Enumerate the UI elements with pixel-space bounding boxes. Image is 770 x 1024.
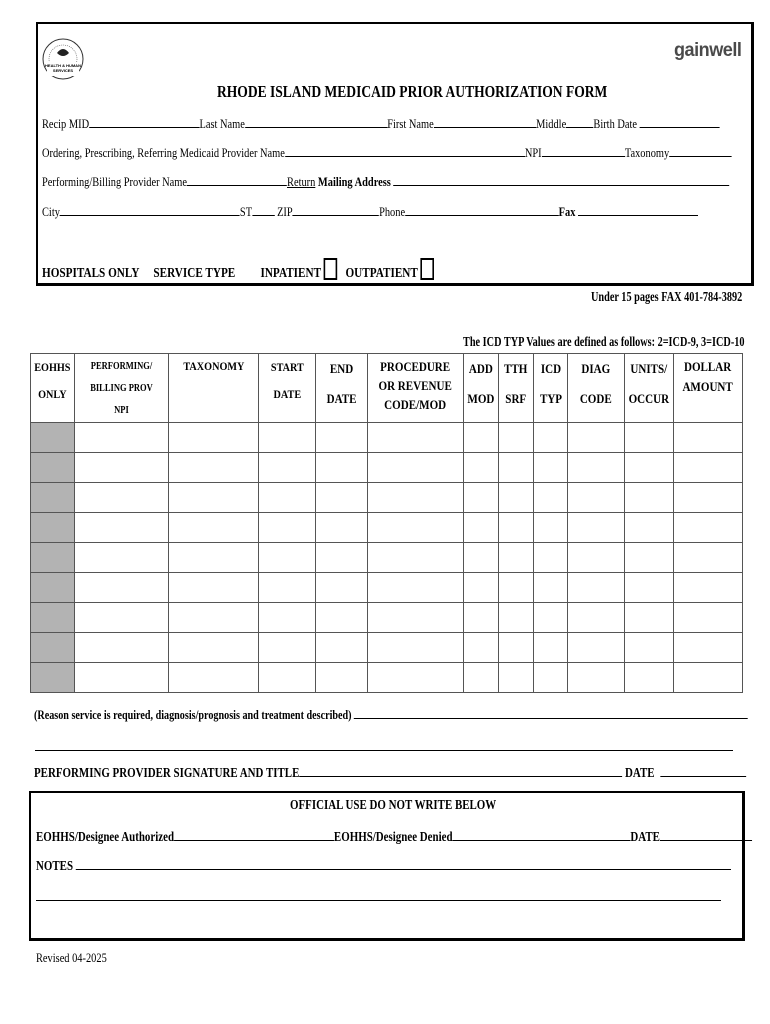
table-cell[interactable] (534, 423, 568, 453)
taxonomy-field[interactable] (669, 144, 731, 157)
st-field[interactable] (252, 203, 274, 216)
birth-date-field[interactable] (640, 115, 720, 128)
table-cell[interactable] (75, 483, 169, 513)
table-cell[interactable] (568, 603, 625, 633)
recip-mid-label: Recip MID (42, 116, 90, 131)
zip-field[interactable] (293, 203, 379, 216)
table-cell[interactable] (674, 633, 743, 663)
ordering-provider-label: Ordering, Prescribing, Referring Medicaid Provider Name (42, 145, 285, 160)
table-cell[interactable] (568, 453, 625, 483)
table-cell[interactable] (169, 603, 259, 633)
table-cell[interactable] (259, 573, 316, 603)
reason-field-line-2[interactable] (35, 750, 733, 751)
revision-date: Revised 04-2025 (36, 950, 107, 965)
table-cell[interactable] (499, 633, 534, 663)
table-cell[interactable] (464, 483, 499, 513)
table-cell[interactable] (259, 483, 316, 513)
eohhs-only-cell (31, 453, 75, 483)
table-cell[interactable] (674, 423, 743, 453)
table-cell[interactable] (568, 513, 625, 543)
table-cell[interactable] (259, 513, 316, 543)
table-cell[interactable] (316, 573, 368, 603)
table-cell[interactable] (169, 483, 259, 513)
table-cell[interactable] (368, 543, 464, 573)
table-cell[interactable] (499, 423, 534, 453)
mailing-address-label: Mailing Address (317, 174, 391, 189)
table-cell[interactable] (169, 663, 259, 693)
last-name-label: Last Name (199, 116, 245, 131)
st-label: ST (239, 204, 253, 219)
first-name-label: First Name (387, 116, 434, 131)
col-icd-typ: ICD TYP (534, 354, 568, 423)
col-eohhs-only: EOHHS ONLY (31, 354, 75, 423)
table-cell[interactable] (368, 513, 464, 543)
notes-field-line-2[interactable] (36, 900, 721, 901)
table-cell[interactable] (499, 513, 534, 543)
official-date-field[interactable] (660, 828, 752, 841)
denied-label: EOHHS/Designee Denied (333, 830, 453, 845)
official-decision-row (36, 828, 752, 846)
service-line-table (30, 353, 743, 693)
fax-label: Fax (558, 204, 576, 219)
table-row (31, 603, 743, 633)
gainwell-logo: gainwell (674, 40, 742, 61)
table-header-row (31, 354, 743, 423)
table-cell[interactable] (368, 483, 464, 513)
eohhs-only-cell (31, 663, 75, 693)
table-cell[interactable] (75, 633, 169, 663)
table-cell[interactable] (499, 543, 534, 573)
table-cell[interactable] (259, 543, 316, 573)
eohhs-only-cell (31, 573, 75, 603)
table-row (31, 543, 743, 573)
table-cell[interactable] (464, 603, 499, 633)
table-cell[interactable] (169, 633, 259, 663)
col-start-date: START DATE (259, 354, 316, 423)
svg-text:SERVICES: SERVICES (52, 68, 74, 73)
denied-field[interactable] (453, 828, 631, 841)
eohhs-only-cell (31, 603, 75, 633)
table-cell[interactable] (75, 573, 169, 603)
col-taxonomy: TAXONOMY (169, 354, 259, 423)
table-cell[interactable] (259, 453, 316, 483)
inpatient-checkbox[interactable] (323, 258, 337, 280)
taxonomy-label: Taxonomy (624, 145, 670, 160)
table-cell[interactable] (75, 453, 169, 483)
service-type-label: SERVICE TYPE (153, 266, 236, 281)
table-row (31, 453, 743, 483)
col-diag-code: DIAG CODE (568, 354, 625, 423)
table-cell[interactable] (75, 603, 169, 633)
table-cell[interactable] (674, 603, 743, 633)
table-cell[interactable] (75, 513, 169, 543)
table-cell[interactable] (75, 543, 169, 573)
table-cell[interactable] (674, 543, 743, 573)
table-cell[interactable] (169, 543, 259, 573)
outpatient-label: OUTPATIENT (345, 266, 418, 281)
eohhs-only-cell (31, 513, 75, 543)
recip-mid-field[interactable] (89, 115, 199, 128)
hospital-row (42, 258, 434, 282)
reason-label: (Reason service is required, diagnosis/prognosis and treatment described) (34, 707, 352, 722)
fax-field[interactable] (578, 203, 698, 216)
table-cell[interactable] (169, 573, 259, 603)
table-cell[interactable] (625, 483, 674, 513)
eohhs-only-cell (31, 543, 75, 573)
signature-date-label: DATE (625, 766, 655, 781)
col-procedure: PROCEDURE OR REVENUE CODE/MOD (368, 354, 464, 423)
authorized-label: EOHHS/Designee Authorized (36, 830, 175, 845)
ordering-provider-field[interactable] (285, 144, 525, 157)
table-cell[interactable] (464, 513, 499, 543)
first-name-field[interactable] (434, 115, 536, 128)
table-cell[interactable] (625, 663, 674, 693)
table-cell[interactable] (259, 423, 316, 453)
table-row (31, 483, 743, 513)
table-cell[interactable] (625, 633, 674, 663)
reason-field[interactable] (354, 706, 748, 719)
ordering-row (42, 144, 732, 161)
table-cell[interactable] (316, 543, 368, 573)
phone-field[interactable] (405, 203, 559, 216)
icd-note: The ICD TYP Values are defined as follows: 2=ICD-9, 3=ICD-10 (463, 334, 745, 349)
table-cell[interactable] (259, 603, 316, 633)
table-cell[interactable] (625, 423, 674, 453)
table-cell[interactable] (316, 603, 368, 633)
npi-label: NPI (524, 145, 542, 160)
table-cell[interactable] (499, 573, 534, 603)
table-cell[interactable] (534, 513, 568, 543)
table-cell[interactable] (534, 543, 568, 573)
zip-label: ZIP (277, 204, 293, 219)
table-cell[interactable] (368, 453, 464, 483)
table-cell[interactable] (368, 573, 464, 603)
col-units-occur: UNITS/ OCCUR (625, 354, 674, 423)
table-cell[interactable] (464, 423, 499, 453)
table-cell[interactable] (674, 573, 743, 603)
table-cell[interactable] (674, 663, 743, 693)
table-row (31, 513, 743, 543)
table-cell[interactable] (534, 483, 568, 513)
table-cell[interactable] (464, 633, 499, 663)
table-cell[interactable] (625, 603, 674, 633)
city-field[interactable] (60, 203, 240, 216)
table-cell[interactable] (499, 603, 534, 633)
table-cell[interactable] (464, 663, 499, 693)
phone-label: Phone (379, 204, 406, 219)
table-cell[interactable] (169, 423, 259, 453)
signature-field[interactable] (299, 764, 622, 777)
official-use-title: OFFICIAL USE DO NOT WRITE BELOW (290, 798, 497, 813)
table-cell[interactable] (316, 513, 368, 543)
table-cell[interactable] (75, 663, 169, 693)
table-cell[interactable] (534, 663, 568, 693)
table-row (31, 663, 743, 693)
authorized-field[interactable] (174, 828, 334, 841)
table-cell[interactable] (568, 663, 625, 693)
table-cell[interactable] (259, 663, 316, 693)
recipient-row (42, 115, 720, 132)
signature-date-field[interactable] (660, 764, 746, 777)
table-cell[interactable] (625, 543, 674, 573)
table-cell[interactable] (674, 483, 743, 513)
middle-label: Middle (536, 116, 567, 131)
return-label: Return (287, 174, 316, 189)
signature-label: PERFORMING PROVIDER SIGNATURE AND TITLE (34, 766, 300, 781)
performing-row (42, 173, 729, 190)
table-cell[interactable] (625, 573, 674, 603)
table-cell[interactable] (316, 633, 368, 663)
table-row (31, 573, 743, 603)
table-cell[interactable] (625, 453, 674, 483)
inpatient-label: INPATIENT (260, 266, 322, 281)
notes-label: NOTES (36, 859, 74, 874)
table-cell[interactable] (499, 483, 534, 513)
hhs-seal-logo (41, 31, 85, 91)
table-row (31, 423, 743, 453)
table-cell[interactable] (499, 453, 534, 483)
table-cell[interactable] (316, 453, 368, 483)
hospitals-only-label: HOSPITALS ONLY (42, 266, 140, 281)
reason-row (34, 706, 748, 723)
svg-text:HEALTH & HUMAN: HEALTH & HUMAN (45, 63, 81, 68)
table-cell[interactable] (568, 573, 625, 603)
table-cell[interactable] (368, 423, 464, 453)
table-cell[interactable] (674, 453, 743, 483)
table-cell[interactable] (568, 423, 625, 453)
table-cell[interactable] (534, 633, 568, 663)
table-cell[interactable] (674, 513, 743, 543)
table-cell[interactable] (625, 513, 674, 543)
outpatient-checkbox[interactable] (420, 258, 434, 280)
table-cell[interactable] (368, 603, 464, 633)
col-end-date: END DATE (316, 354, 368, 423)
official-date-label: DATE (630, 830, 660, 845)
eohhs-only-cell (31, 423, 75, 453)
table-cell[interactable] (534, 453, 568, 483)
table-cell[interactable] (316, 423, 368, 453)
signature-row (34, 764, 746, 782)
table-cell[interactable] (534, 603, 568, 633)
col-dollar-amount: DOLLAR AMOUNT (674, 354, 743, 423)
table-cell[interactable] (534, 573, 568, 603)
performing-provider-label: Performing/Billing Provider Name (42, 174, 188, 189)
table-cell[interactable] (169, 453, 259, 483)
table-row (31, 633, 743, 663)
col-tth-srf: TTH SRF (499, 354, 534, 423)
col-add-mod: ADD MOD (464, 354, 499, 423)
city-label: City (42, 204, 60, 219)
table-cell[interactable] (169, 513, 259, 543)
eohhs-only-cell (31, 633, 75, 663)
table-cell[interactable] (464, 453, 499, 483)
table-cell[interactable] (464, 543, 499, 573)
table-cell[interactable] (75, 423, 169, 453)
npi-field[interactable] (542, 144, 625, 157)
table-cell[interactable] (464, 573, 499, 603)
middle-field[interactable] (566, 115, 593, 128)
table-cell[interactable] (568, 483, 625, 513)
table-cell[interactable] (568, 633, 625, 663)
eohhs-only-cell (31, 483, 75, 513)
performing-provider-field[interactable] (187, 173, 287, 186)
table-cell[interactable] (568, 543, 625, 573)
table-cell[interactable] (499, 663, 534, 693)
last-name-field[interactable] (245, 115, 387, 128)
table-cell[interactable] (259, 633, 316, 663)
form-title: RHODE ISLAND MEDICAID PRIOR AUTHORIZATION FORM (217, 82, 608, 101)
address-row (42, 203, 698, 220)
notes-row (36, 857, 731, 875)
col-performing-npi: PERFORMING/ BILLING PROV NPI (75, 354, 169, 423)
table-cell[interactable] (368, 633, 464, 663)
birth-date-label: Birth Date (593, 116, 637, 131)
table-cell[interactable] (368, 663, 464, 693)
mailing-address-field[interactable] (393, 173, 729, 186)
table-cell[interactable] (316, 483, 368, 513)
fax-note: Under 15 pages FAX 401-784-3892 (591, 289, 743, 304)
notes-field[interactable] (76, 857, 731, 870)
table-cell[interactable] (316, 663, 368, 693)
